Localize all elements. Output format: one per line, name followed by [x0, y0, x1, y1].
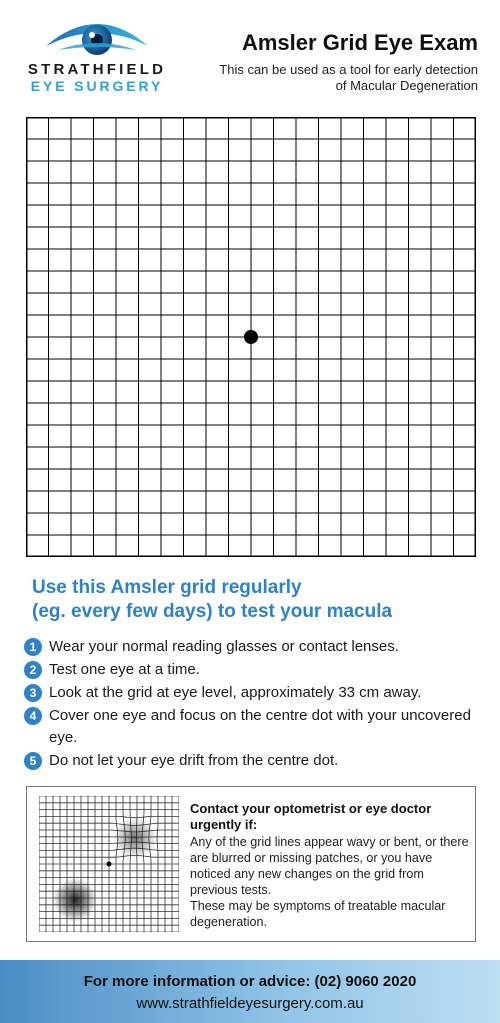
- clinic-logo: [22, 16, 172, 96]
- brand-name-line2: EYE SURGERY: [30, 78, 164, 94]
- step-2: [24, 659, 490, 681]
- eye-logo-icon: [44, 16, 150, 60]
- website-link[interactable]: www.strathfieldeyesurgery.com.au: [136, 995, 364, 1012]
- step-text: Cover one eye and focus on the centre dot with your uncovered eye.: [49, 707, 471, 746]
- instructions-headline: [32, 576, 482, 624]
- step-5: [24, 750, 490, 772]
- instruction-steps: [24, 636, 490, 773]
- warning-box: [26, 786, 476, 942]
- step-text: Test one eye at a time.: [49, 661, 200, 678]
- warning-note: These may be symptoms of treatable macular degeneration.: [190, 899, 446, 929]
- page-title: Amsler Grid Eye Exam: [241, 30, 478, 55]
- headline-line-2: (eg. every few days) to test your macula: [32, 601, 393, 622]
- step-text: Wear your normal reading glasses or contact lenses.: [49, 638, 399, 655]
- step-3: [24, 682, 490, 704]
- step-number-badge: 4: [24, 707, 42, 725]
- headline-line-1: Use this Amsler grid regularly: [32, 577, 302, 598]
- footer-banner: [0, 960, 500, 1023]
- amsler-grid: [26, 117, 476, 557]
- step-text: Do not let your eye drift from the centre dot.: [49, 752, 339, 769]
- brand-name-line1: STRATHFIELD: [27, 61, 167, 78]
- distorted-grid-illustration: [39, 796, 179, 932]
- step-number-badge: 2: [24, 661, 42, 679]
- warning-symptoms: Any of the grid lines appear wavy or bent, or there are blurred or missing patches, or you have noticed any new changes on the grid from previous tests.: [190, 835, 469, 897]
- step-1: [24, 636, 490, 658]
- step-number-badge: 3: [24, 684, 42, 702]
- contact-info: For more information or advice: (02) 9060 2020: [83, 973, 417, 990]
- step-number-badge: 5: [24, 752, 42, 770]
- center-dot: [244, 330, 258, 344]
- warning-body: [190, 834, 472, 930]
- step-number-badge: 1: [24, 638, 42, 656]
- warning-heading: Contact your optometrist or eye doctor urgently if:: [190, 801, 432, 832]
- step-4: [24, 705, 490, 749]
- page-subtitle: This can be used as a tool for early detection of Macular Degeneration: [219, 62, 478, 93]
- step-text: Look at the grid at eye level, approximately 33 cm away.: [49, 684, 422, 701]
